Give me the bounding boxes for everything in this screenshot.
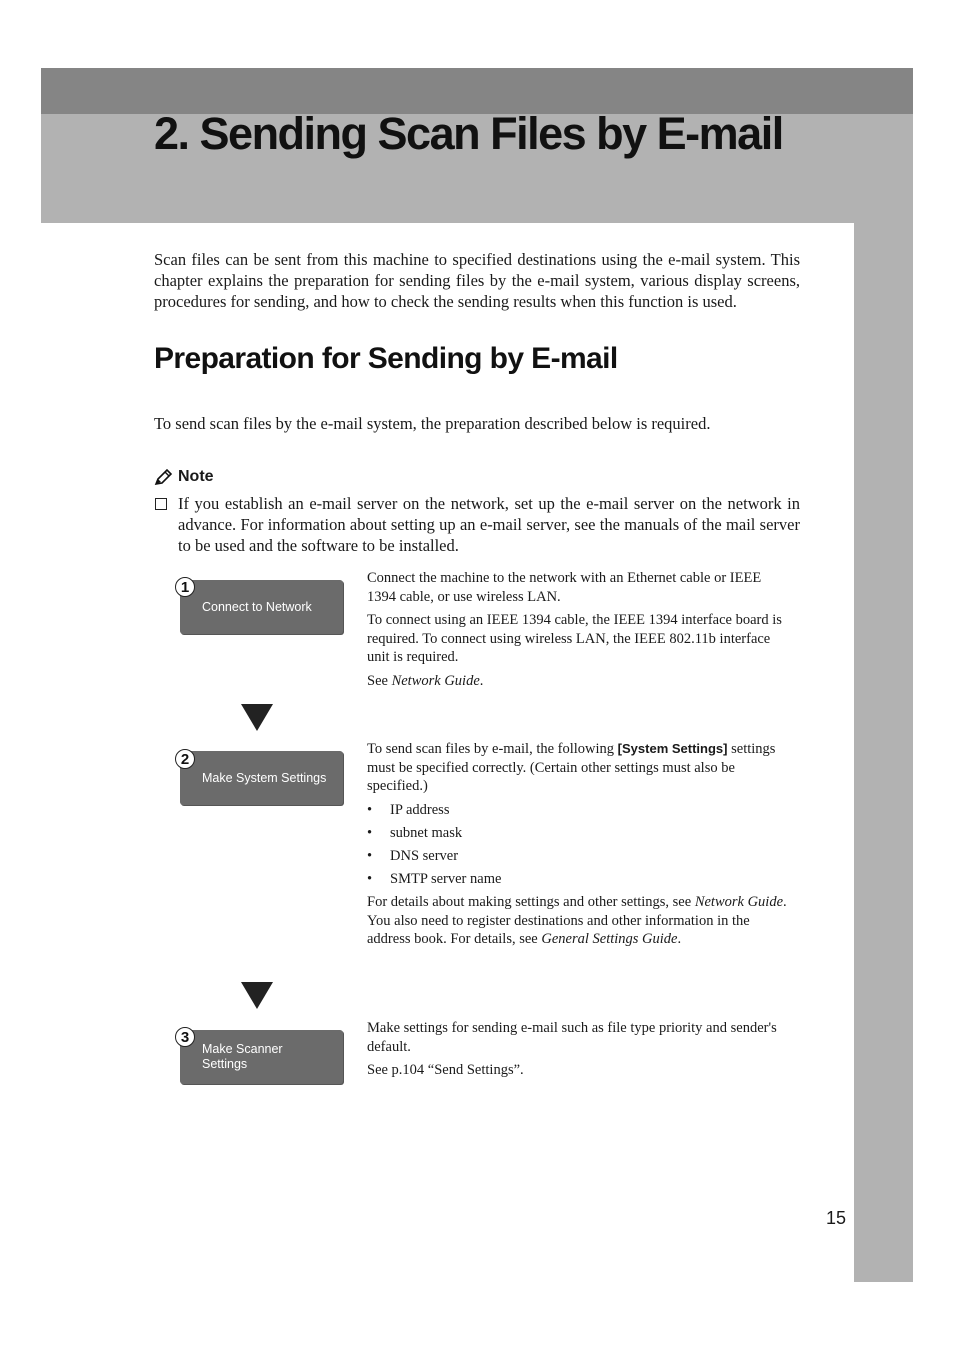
note-label: Note (178, 468, 214, 485)
note-heading (154, 468, 214, 486)
step-1-box (180, 580, 343, 634)
step-1-label: Connect to Network (202, 599, 312, 614)
list-item: • DNS server (367, 847, 792, 866)
step-3-para-2: See p.104 “Send Settings”. (367, 1062, 524, 1078)
checkbox-bullet-icon (155, 498, 167, 510)
list-item: • SMTP server name (367, 870, 792, 889)
note-text: If you establish an e-mail server on the network, set up the e-mail server on the network in advance. For information about setting up an e-mail server, see the manuals of the mail server to be used and the software to be installed. (178, 494, 800, 555)
step-2-ref-network-guide: Network Guide (694, 894, 784, 910)
list-item: • IP address (367, 801, 792, 820)
step-2-para-2-c: . (677, 931, 682, 947)
step-2-para-2-b: . You also need to register destinations and other information in the address book. For details, see (367, 894, 787, 947)
step-2-para-2-a: For details about making settings and other settings, see (367, 894, 695, 910)
step-1-see-ref: Network Guide (391, 672, 480, 689)
step-2-ref-general-settings-guide: General Settings Guide (541, 931, 678, 947)
step-3-label-line-2: Settings (202, 1057, 248, 1071)
step-3-number-icon: 3 (175, 1027, 195, 1047)
step-3-label-line-1: Make Scanner (202, 1042, 283, 1056)
flow-arrow-down-icon (241, 982, 273, 1009)
step-1-see-prefix: See (367, 672, 392, 689)
chapter-intro: Scan files can be sent from this machine to specified destinations using the e-mail system. This chapter explains the preparation for sending files by the e-mail system, various display screens, procedures for sending, and how to check the sending results when this function is used. (154, 250, 800, 311)
step-1-see (367, 672, 792, 691)
step-3-label (202, 1042, 283, 1072)
step-3-box (180, 1030, 343, 1084)
chapter-title: 2. Sending Scan Files by E-mail (154, 108, 783, 159)
step-2-para-1-b: settings must be specified correctly. (Certain other settings must also be specified.) (367, 741, 776, 794)
step-2-para-1 (367, 740, 792, 796)
flow-arrow-down-icon (241, 704, 273, 731)
page-number: 15 (826, 1208, 847, 1228)
side-tab-bar (854, 223, 913, 1282)
list-item: • subnet mask (367, 824, 792, 843)
system-settings-key-label: [System Settings] (617, 741, 728, 756)
step-1-description (367, 569, 792, 695)
step-2-para-2 (367, 893, 792, 949)
step-3-para-1: Make settings for sending e-mail such as file type priority and sender's default. (367, 1020, 777, 1055)
pencil-icon (154, 468, 174, 486)
section-title: Preparation for Sending by E-mail (154, 342, 618, 375)
step-2-bullet-list (367, 801, 792, 889)
section-intro: To send scan files by the e-mail system, the preparation described below is required. (154, 414, 711, 433)
note-item (154, 493, 800, 556)
step-1-para-2: To connect using an IEEE 1394 cable, the IEEE 1394 interface board is required. To connect using wireless LAN, the IEEE 802.11b interface unit is required. (367, 612, 782, 665)
step-2-label: Make System Settings (202, 770, 327, 785)
step-2-box (180, 751, 343, 805)
step-1-see-suffix: . (479, 672, 484, 689)
step-1-number-icon: 1 (175, 577, 195, 597)
step-2-number-icon: 2 (175, 749, 195, 769)
step-1-para-1: Connect the machine to the network with an Ethernet cable or IEEE 1394 cable, or use wireless LAN. (367, 570, 762, 605)
step-2-para-1-a: To send scan files by e-mail, the following (367, 741, 618, 757)
step-2-description (367, 740, 792, 954)
step-3-description (367, 1019, 792, 1085)
